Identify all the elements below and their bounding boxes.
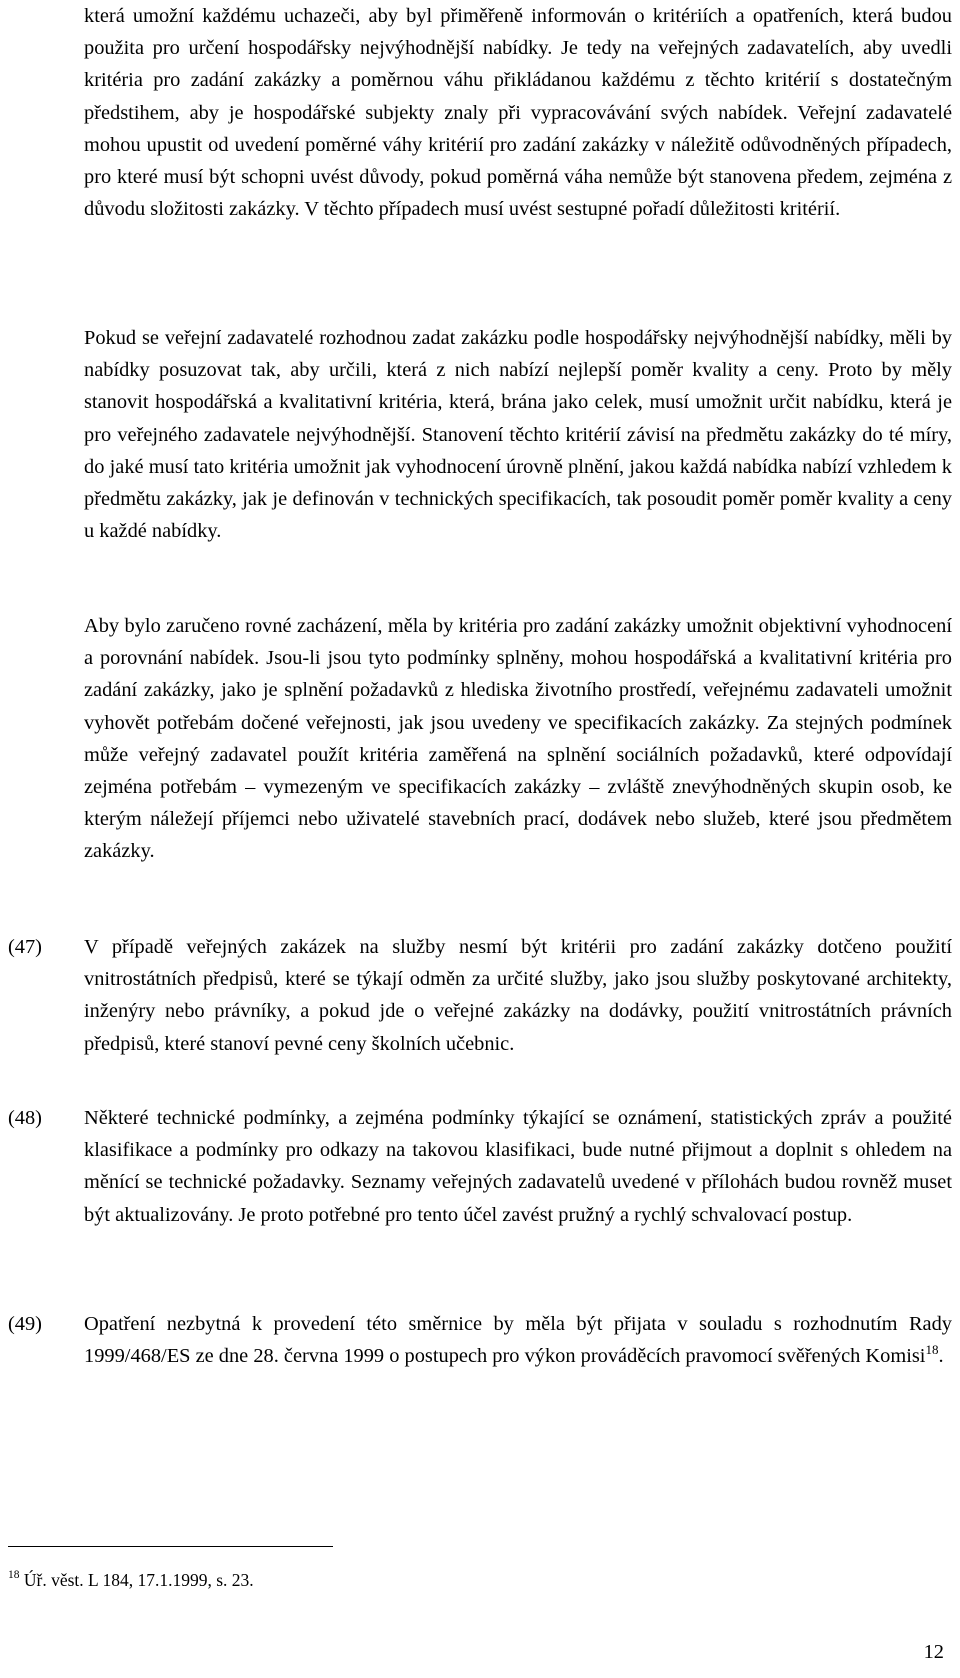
recital-text-49-end: .	[938, 1345, 944, 1368]
footnote-text: Úř. věst. L 184, 17.1.1999, s. 23.	[19, 1570, 254, 1590]
page-number: 12	[923, 1641, 944, 1663]
recital-number-49: (49)	[8, 1313, 42, 1335]
recital-text-47: V případě veřejných zakázek na služby nesmí být kritérii pro zadání zakázky dotčeno použití vnitrostátních předpisů, které se týkají odměn za určité služby, jako jsou služby poskytované architekty, inženýry nebo právníky, a pokud jde o veřejné zakázky na dodávky, použití vnitrostátních právních předpisů, které stanoví pevné ceny školních učebnic.	[84, 936, 952, 1055]
footnote-marker: 18	[8, 1569, 20, 1581]
recital-49-paragraph	[84, 1308, 952, 1372]
footnote-reference: 18	[925, 1342, 939, 1358]
footnote	[8, 1568, 254, 1592]
recital-number-48: (48)	[8, 1107, 42, 1129]
recital-text-48: Některé technické podmínky, a zejména podmínky týkající se oznámení, statistických zpráv a použité klasifikace a podmínky pro odkazy na takovou klasifikaci, bude nutné přijmout a doplnit s ohledem na měnící se technické požadavky. Seznamy veřejných zadavatelů uvedené v přílohách budou rovněž muset být aktualizovány. Je proto potřebné pro tento účel zavést pružný a rychlý schvalovací postup.	[84, 1107, 952, 1226]
paragraph-continuation: která umožní každému uchazeči, aby byl přiměřeně informován o kritériích a opatřeních, která budou použita pro určení hospodářsky nejvýhodnější nabídky. Je tedy na veřejných zadavatelích, aby uvedli kritéria pro zadání zakázky a poměrnou váhu přikládanou každému z těchto kritérií s dostatečným předstihem, aby je hospodářské subjekty znaly při vypracovávání svých nabídek. Veřejní zadavatelé mohou upustit od uvedení poměrné váhy kritérií pro zadání zakázky v náležitě odůvodněných případech, pro které musí být schopni uvést důvody, pokud poměrná váha nemůže být stanovena předem, zejména z důvodu složitosti zakázky. V těchto případech musí uvést sestupné pořadí důležitosti kritérií.	[84, 5, 952, 221]
paragraph-equal-treatment: Aby bylo zaručeno rovné zacházení, měla by kritéria pro zadání zakázky umožnit objektivní vyhodnocení a porovnání nabídek. Jsou-li jsou tyto podmínky splněny, mohou hospodářská a kvalitativní kritéria pro zadání zakázky, jako je splnění požadavků z hlediska životního prostředí, veřejnému zadavateli umožnit vyhovět potřebám dočené veřejnosti, jak jsou uvedeny ve specifikacích zakázky. Za stejných podmínek může veřejný zadavatel použít kritéria zaměřená na splnění sociálních požadavků, které odpovídají zejména potřebám – vymezeným ve specifikacích zakázky – zvláště znevýhodněných skupin osob, ke kterým náležejí příjemci nebo uživatelé stavebních prací, dodávek nebo služeb, které jsou předmětem zakázky.	[84, 615, 952, 863]
recital-text-49: Opatření nezbytná k provedení této směrnice by měla být přijata v souladu s rozhodnutím Rady 1999/468/ES ze dne 28. června 1999 o postupech pro výkon prováděcích pravomocí svěřených Komisi	[84, 1313, 952, 1368]
footnote-separator	[8, 1546, 333, 1547]
paragraph-award-criteria: Pokud se veřejní zadavatelé rozhodnou zadat zakázku podle hospodářsky nejvýhodnější nabídky, měli by nabídky posuzovat tak, aby určili, která z nich nabízí nejlepší poměr kvality a ceny. Proto by měly stanovit hospodářská a kvalitativní kritéria, která, brána jako celek, musí umožnit určit nabídku, která je pro veřejného zadavatele nejvýhodnější. Stanovení těchto kritérií závisí na předmětu zakázky do té míry, do jaké musí tato kritéria umožnit jak vyhodnocení úrovně plnění, jakou každá nabídka nabízí vzhledem k předmětu zakázky, jak je definován v technických specifikacích, tak posoudit poměr poměr kvality a ceny u každé nabídky.	[84, 327, 952, 543]
recital-number-47: (47)	[8, 936, 42, 958]
